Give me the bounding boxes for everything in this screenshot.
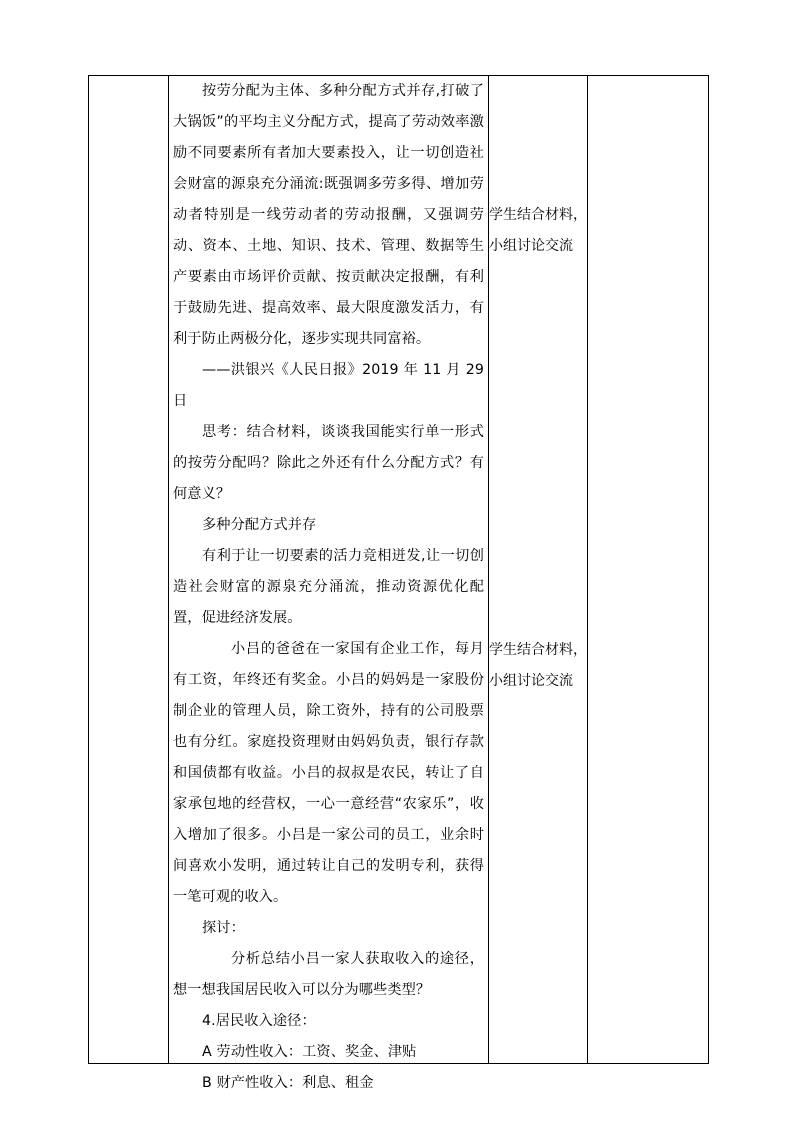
table-row [89,76,709,1064]
lesson-plan-table [88,75,709,1091]
income-item-labor: A 劳动性收入：工资、奖金、津贴 [202,1044,417,1060]
content-cell [169,76,489,1091]
activity-line: 小组讨论交流 [489,673,573,689]
income-heading: 4.居民收入途径： [202,1013,316,1029]
answer-heading: 多种分配方式并存 [202,517,317,533]
discussion-question: 分析总结小吕一家人获取收入的途径，想一想我国居民收入可以分为哪些类型？ [173,951,484,998]
activity-note-2 [489,635,587,697]
material-paragraph: 按劳分配为主体、多种分配方式并存,打破了大锅饭”的平均主义分配方式，提高了劳动效率激励不同要素所有者加大要素投入，让一切创造社会财富的源泉充分涌流:既强调多劳多得、增加劳动者特别是一线劳动者的劳动报酬，又强调劳动、资本、土地、知识、技术、管理、数据等生产要素由市场评价贡献、按贡献决定报酬，有利于鼓励先进、提高效率、最大限度激发活力，有利于防止两极分化，逐步实现共同富裕。 [173,83,484,347]
activity-cell [489,76,588,1064]
discussion-label: 探讨： [202,920,245,936]
income-item-property: B 财产性收入：利息、租金 [202,1075,374,1091]
intent-cell [588,76,709,1064]
activity-line: 小组讨论交流 [489,238,573,254]
activity-line: 学生结合材料， [489,207,587,223]
activity-line: 学生结合材料， [489,642,587,658]
section-cell [89,76,169,1064]
activity-note-1 [489,200,587,262]
answer-text: 有利于让一切要素的活力竞相迸发,让一切创造社会财富的源泉充分涌流，推动资源优化配置，促进经济发展。 [173,548,484,626]
material-source: ——洪银兴《人民日报》2019 年 11 月 29 日 [173,362,484,409]
case-paragraph: 小吕的爸爸在一家国有企业工作，每月有工资，年终还有奖金。小吕的妈妈是一家股份制企业的管理人员，除工资外，持有的公司股票也有分红。家庭投资理财由妈妈负责，银行存款和国债都有收益。小吕的叔叔是农民，转让了自家承包地的经营权，一心一意经营“农家乐”，收入增加了很多。小吕是一家公司的员工，业余时间喜欢小发明，通过转让自己的发明专利，获得一笔可观的收入。 [173,641,484,905]
thinking-question: 思考：结合材料，谈谈我国能实行单一形式的按劳分配吗？除此之外还有什么分配方式？有何意义？ [173,424,484,502]
